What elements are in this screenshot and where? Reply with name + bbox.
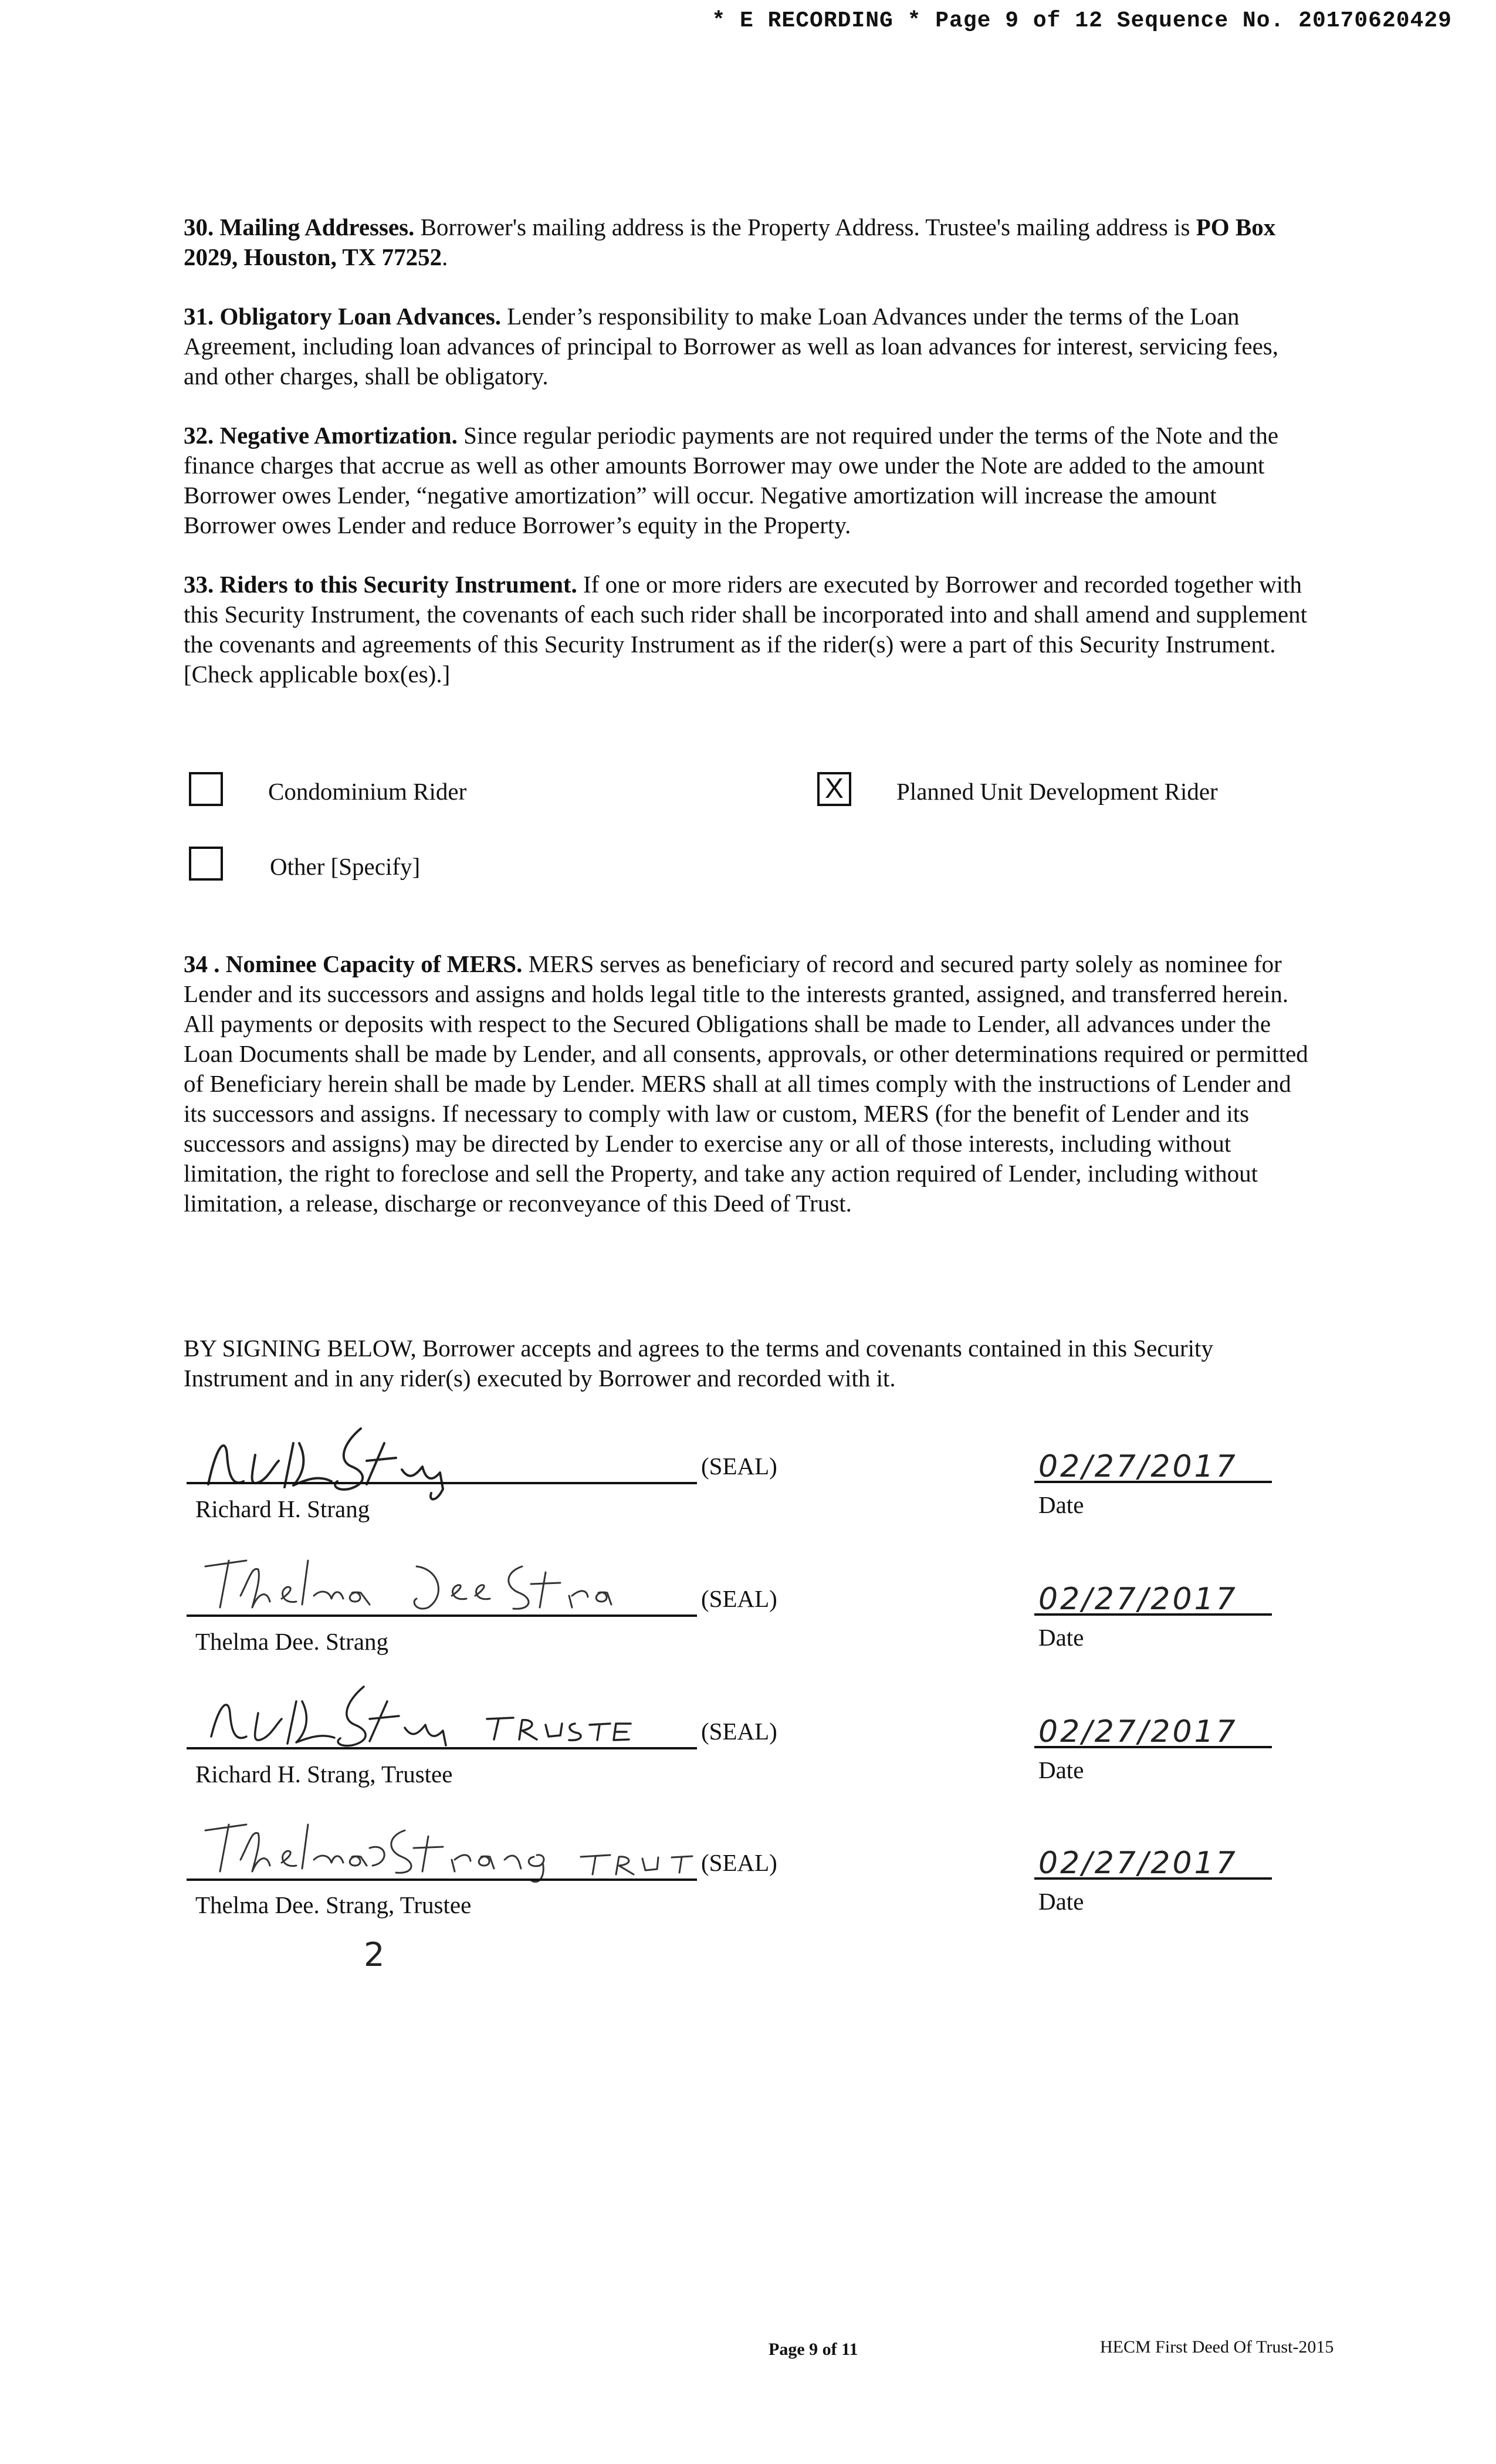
signer-2-date: 02/27/2017 [1038,1582,1238,1617]
signer-4-name: Thelma Dee. Strang, Trustee [195,1891,472,1918]
signer-4-date: 02/27/2017 [1038,1846,1238,1881]
date-4-label: Date [1038,1888,1084,1915]
condominium-rider-label: Condominium Rider [268,778,467,805]
signature-3-image [194,1678,639,1754]
condominium-rider-checkbox[interactable] [189,772,223,806]
signer-2-name: Thelma Dee. Strang [195,1628,389,1655]
recording-header: * E RECORDING * Page 9 of 12 Sequence No. 20170620429 [712,8,1452,33]
footer-page-number: Page 9 of 11 [769,2340,858,2359]
signature-4-line [187,1879,697,1881]
section-32-text: Since regular periodic payments are not required under the terms of the Note and the finance charges that accrue as well as other amounts Borrower may owe under the Note are added to the amount Borrower owes Lender, “negative amortization” will occur. Negative amortization will increase the amount Borrower owes Lender and reduce Borrower’s equity in the Property. [184,422,1279,539]
other-rider-label: Other [Specify] [270,853,421,880]
section-33-riders [184,570,1310,689]
signature-2-image [194,1543,639,1619]
seal-3: (SEAL) [701,1718,777,1745]
footer-form-name: HECM First Deed Of Trust-2015 [1100,2337,1334,2357]
section-30-mailing-addresses [184,212,1310,272]
section-32-heading: 32. Negative Amortization. [184,422,458,449]
section-33-heading: 33. Riders to this Security Instrument. [184,571,577,598]
date-4-line [1034,1877,1272,1880]
seal-4: (SEAL) [701,1849,777,1876]
seal-2: (SEAL) [701,1585,777,1612]
section-30-heading: 30. Mailing Addresses. [184,214,415,241]
date-2-line [1034,1613,1272,1616]
signer-3-name: Richard H. Strang, Trustee [195,1761,453,1788]
signature-1-image [191,1420,519,1502]
date-1-label: Date [1038,1491,1084,1518]
section-33-text: If one or more riders are executed by Borrower and recorded together with this Security Instrument, the covenants of each such rider shall be incorporated into and shall amend and supplement the covenants and agreements of this Security Instrument as if the rider(s) were a part of this Security Instrument. [Check applicable box(es).] [184,571,1308,688]
section-34-nominee-capacity-mers [184,949,1310,1219]
signer-1-date: 02/27/2017 [1038,1449,1238,1484]
signer-3-date: 02/27/2017 [1038,1714,1238,1749]
section-31-heading: 31. Obligatory Loan Advances. [184,303,502,330]
signature-2-line [187,1615,697,1617]
trustee-address: PO Box 2029, Houston, TX 77252 [184,214,1276,270]
signature-3-line [187,1747,697,1749]
section-30-text: Borrower's mailing address is the Property Address. Trustee's mailing address is [414,214,1196,241]
seal-1: (SEAL) [701,1453,777,1480]
signer-1-name: Richard H. Strang [195,1495,370,1522]
date-3-label: Date [1038,1756,1084,1783]
pud-rider-checkbox[interactable]: X [817,772,851,806]
pud-rider-label: Planned Unit Development Rider [896,778,1218,805]
date-1-line [1034,1481,1272,1483]
section-30-end: . [442,243,448,270]
other-rider-checkbox[interactable] [189,847,223,881]
date-3-line [1034,1746,1272,1748]
signature-1-line [187,1482,697,1484]
section-31-obligatory-loan-advances [184,302,1310,391]
section-31-text: Lender’s responsibility to make Loan Advances under the terms of the Loan Agreement, including loan advances of principal to Borrower as well as loan advances for interest, servicing fees, and other charges, shall be obligatory. [184,303,1278,390]
section-32-negative-amortization [184,421,1310,540]
signing-statement: BY SIGNING BELOW, Borrower accepts and agrees to the terms and covenants contained in this Security Instrument and in any rider(s) executed by Borrower and recorded with it. [184,1335,1213,1392]
signature-4-image [194,1807,698,1883]
section-34-text: MERS serves as beneficiary of record and secured party solely as nominee for Lender and its successors and assigns and holds legal title to the interests granted, assigned, and transferred herein. All payments or deposits with respect to the Secured Obligations shall be made to Lender, all advances under the Loan Documents shall be made by Lender, and all consents, approvals, or other determinations required or permitted of Beneficiary herein shall be made by Lender. MERS shall at all times comply with the instructions of Lender and its successors and assigns. If necessary to comply with law or custom, MERS (for the benefit of Lender and its successors and assigns) may be directed by Lender to exercise any or all of those interests, including without limitation, the right to foreclose and sell the Property, and take any action required of Lender, including without limitation, a release, discharge or reconveyance of this Deed of Trust. [184,950,1308,1217]
date-2-label: Date [1038,1624,1084,1651]
section-34-heading: 34 . Nominee Capacity of MERS. [184,950,523,977]
handwritten-initial-mark: 2 [364,1936,385,1974]
